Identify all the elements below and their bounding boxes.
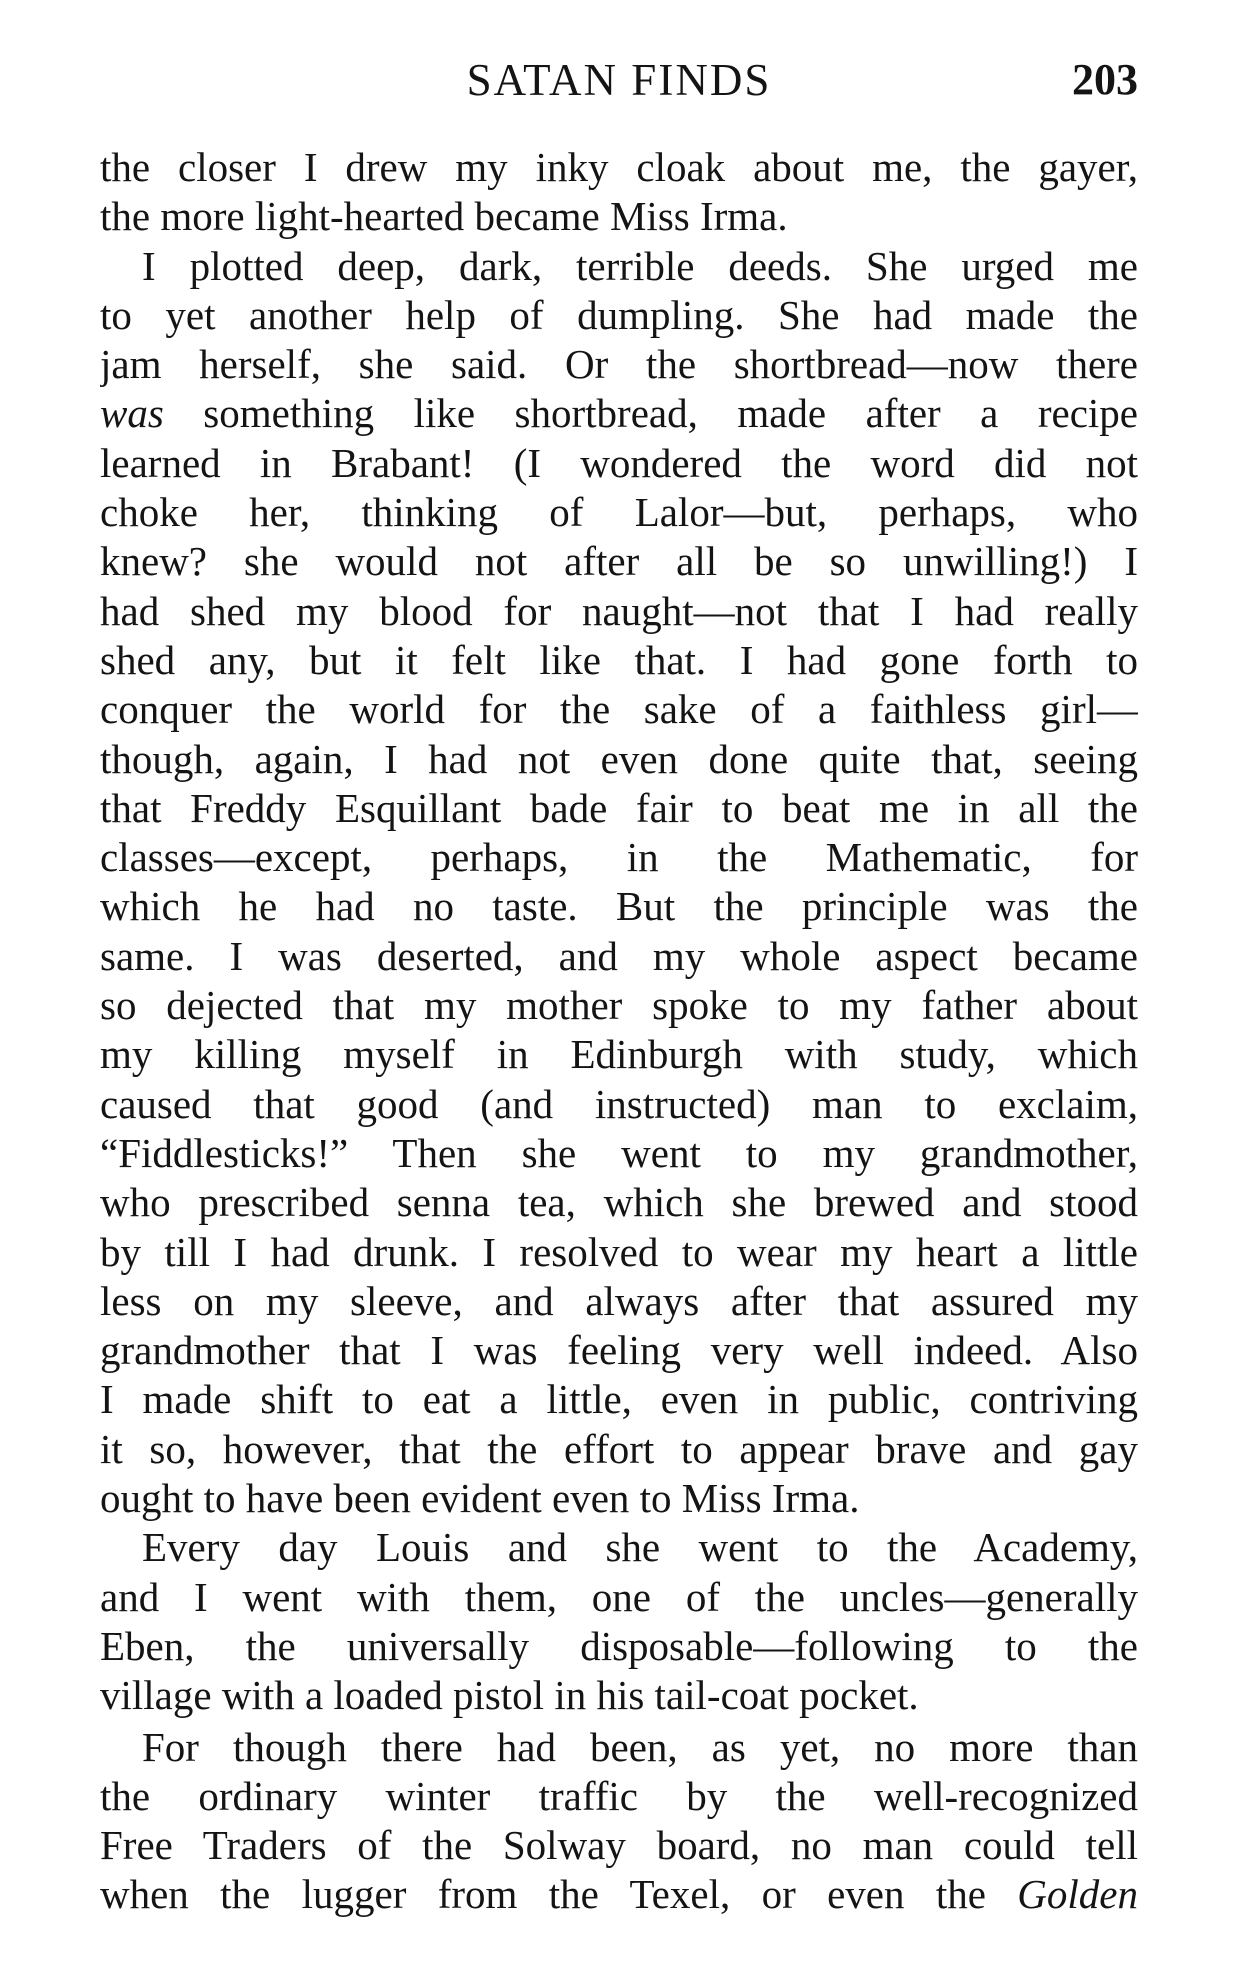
text-line: who prescribed senna tea, which she brewed and stood [100,1179,1138,1226]
text-line: same. I was deserted, and my whole aspect became [100,932,1138,979]
text-line: learned in Brabant! (I wondered the word did not [100,439,1138,486]
text-line: my killing myself in Edinburgh with study, which [100,1031,1138,1078]
text-line: the closer I drew my inky cloak about me, the gayer, [100,144,1138,190]
italic-word: was [100,390,164,437]
running-title: SATAN FINDS [466,55,772,105]
text-line: “Fiddlesticks!” Then she went to my grandmother, [100,1129,1138,1176]
text-line: I made shift to eat a little, even in public, contriving [100,1376,1138,1423]
line-remainder: something like shortbread, made after a recipe [163,390,1138,437]
italic-word: Golden [1017,1871,1138,1918]
text-line: jam herself, she said. Or the shortbread—now there [100,341,1138,388]
text-line: that Freddy Esquillant bade fair to beat me in all the [100,784,1138,831]
text-line: choke her, thinking of Lalor—but, perhaps, who [100,489,1138,536]
text-line: grandmother that I was feeling very well indeed. Also [100,1327,1138,1374]
text-line: though, again, I had not even done quite that, seeing [100,735,1138,782]
text-line: classes—except, perhaps, in the Mathematic, for [100,834,1138,881]
paragraph-first-line: For though there had been, as yet, no more than [142,1723,1138,1770]
paragraph-first-line: Every day Louis and she went to the Academy, [142,1524,1138,1571]
text-line: village with a loaded pistol in his tail-coat pocket. [100,1672,919,1719]
text-line: shed any, but it felt like that. I had gone forth to [100,636,1138,683]
text-line [100,389,1138,438]
text-line [100,1870,1138,1919]
text-line: ought to have been evident even to Miss Irma. [100,1475,860,1522]
page-number: 203 [1072,55,1138,104]
text-line: and I went with them, one of the uncles—generally [100,1573,1138,1620]
text-line: which he had no taste. But the principle was the [100,883,1138,930]
line-start: when the lugger from the Texel, or even the [100,1871,1018,1918]
text-line: caused that good (and instructed) man to exclaim, [100,1080,1138,1127]
text-line: the more light-hearted became Miss Irma. [100,193,788,240]
body-text [100,143,1138,1920]
paragraph-first-line: I plotted deep, dark, terrible deeds. She urged me [142,242,1138,289]
text-line: Eben, the universally disposable—following to the [100,1622,1138,1669]
text-line: Free Traders of the Solway board, no man could tell [100,1822,1138,1869]
text-line: less on my sleeve, and always after that assured my [100,1277,1138,1324]
text-line: by till I had drunk. I resolved to wear my heart a little [100,1228,1138,1275]
text-line: knew? she would not after all be so unwilling!) I [100,538,1138,585]
text-line: conquer the world for the sake of a faithless girl— [100,686,1138,733]
text-line: to yet another help of dumpling. She had made the [100,291,1138,338]
text-line: so dejected that my mother spoke to my father about [100,982,1138,1029]
text-line: the ordinary winter traffic by the well-recognized [100,1772,1138,1819]
text-line: it so, however, that the effort to appear brave and gay [100,1425,1138,1472]
text-line: had shed my blood for naught—not that I had really [100,587,1138,634]
running-head [100,50,1138,110]
